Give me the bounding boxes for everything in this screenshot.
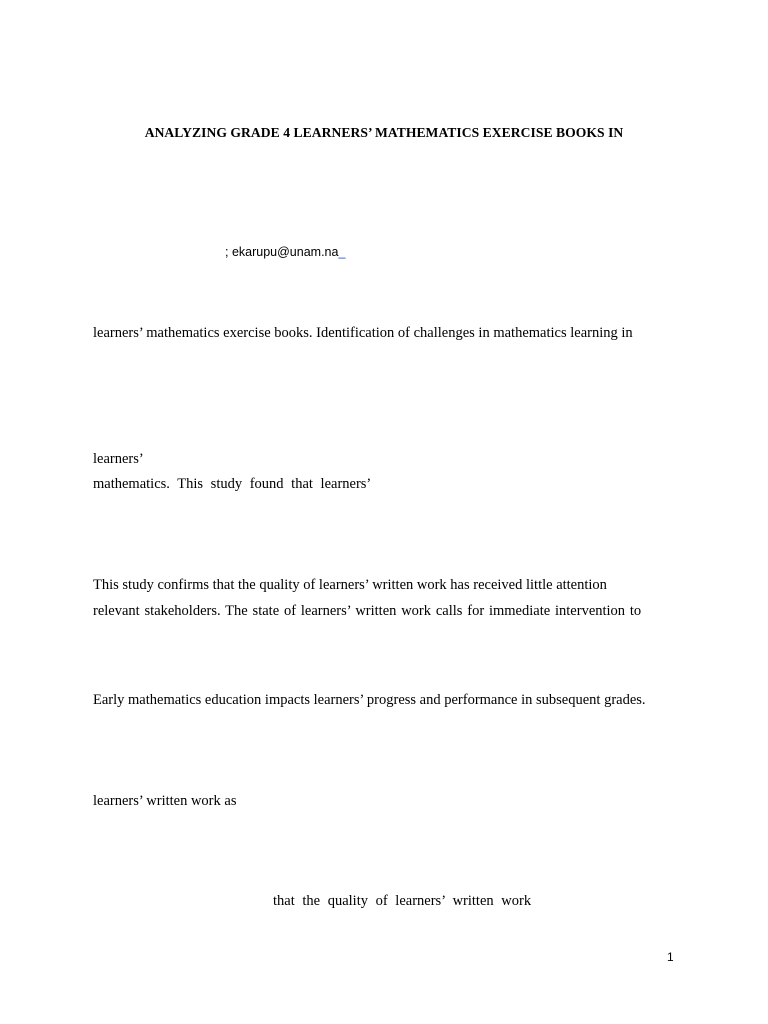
- text-line: relevant stakeholders. The state of learners’ written work calls for immediate intervention to: [93, 603, 642, 619]
- document-title: ANALYZING GRADE 4 LEARNERS’ MATHEMATICS EXERCISE BOOKS IN: [144, 125, 624, 140]
- email-link-underscore: _: [338, 245, 346, 259]
- text-line: learners’ mathematics exercise books. Identification of challenges in mathematics learning in: [93, 325, 633, 341]
- text-line: mathematics. This study found that learners’: [93, 476, 372, 492]
- text-line: learners’ written work as: [93, 793, 237, 809]
- text-line: learners’: [93, 451, 144, 467]
- text-line: that the quality of learners’ written work: [273, 893, 532, 909]
- page-number: 1: [667, 950, 674, 964]
- author-email-text: ; ekarupu@unam.na: [225, 245, 339, 259]
- author-email: [225, 243, 345, 261]
- text-line: This study confirms that the quality of learners’ written work has received little attention: [93, 577, 607, 593]
- text-line: Early mathematics education impacts learners’ progress and performance in subsequent grades.: [93, 692, 646, 708]
